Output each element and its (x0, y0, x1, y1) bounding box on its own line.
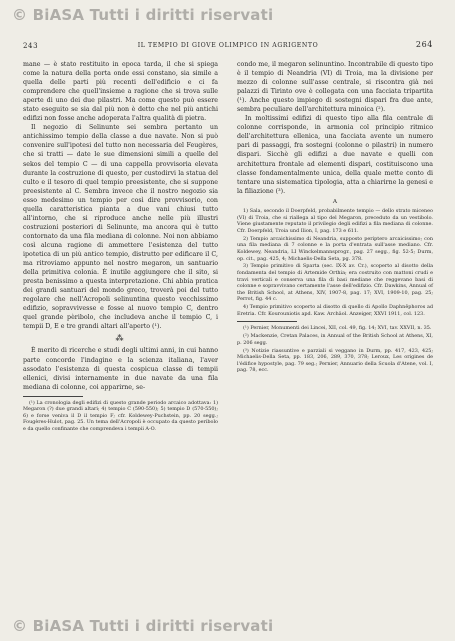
footnote: (²) Mackenzie, Cretan Palaces, in Annual of the British School at Athens, XI, p. 206 segg. (237, 333, 433, 346)
footnote: (¹) La cronologia degli edifizi di questo grande periodo arcaico adottava: 1) Megaron (?) due grandi altari; 4) tempio C (590-550); 5) tempio D (570-550); 6) e forse veniva il D il tempio F; cfr. Koldewey-Puchstein, pp. 20 segg.; Fougères-Hulot, pag. 25. Un tema dell'Acropoli è occupato da questo peribolo e da quello confinante che comprendeva i tempii A-O. (23, 399, 218, 433)
running-head (23, 40, 433, 52)
notes-heading: A (332, 198, 338, 205)
page-number-left: 243 (23, 42, 39, 50)
watermark-text: © BiASA Tutti i diritti riservati (12, 6, 274, 24)
paragraph: È merito di ricerche e studi degli ultimi anni, in cui hanno parte concorde l'indagine e la scienza italiana, l'aver assodato l'esistenza di questa cospicua classe di tempii ellenici, divisi internamente in due navate da una fila mediana di colonne, coi apparirne, se- (23, 347, 218, 391)
right-column (237, 60, 433, 610)
footnote-rule (23, 396, 83, 397)
catalogue-entry: 2) Tempio arcaichissimo di Neandria, supposto periptero arcaicissimo; con una fila mediana di 7 colonne e la porta d'entrata sull'asse mediano. Cfr. Koldewey, Neandria, LI Winckelmannsprogr., pag. 27 segg., fig. 52-5; Durm, op. cit., pag. 425, 4; Michaelis-Della Seta, pg. 378. (237, 235, 433, 262)
footnote: (¹) Pernier, Monumenti dei Lincei, XII, col. 49, fig. 14; XVI, tav. XXVII, n. 35. (243, 325, 432, 332)
footnote: (³) Notizie riassuntive e parziali si veggano in Durm, pp. 417, 423, 425; Michaelis-Della Seta, pp. 183, 206, 289, 370, 378; Leroux, Les origines de l'édifice hypostyle, pag. 79 seg.; Pernier, Annuario della Scuola d'Atene, vol. I, pag. 78, ecc. (237, 347, 433, 374)
catalogue-entry: 1) Sala, secondo il Doerpfeld, probabilmente tempio — dello strato miceneo (VI) di Troia, che si riallega al tipo del Megaron, preceduto da un vestibolo. Viene giustamente reputato il privilegio degli edifizi a fila mediana di colonne. Cfr. Doerpfeld, Troia und Ilion, I, pag. 173 e 611. (237, 208, 433, 235)
watermark-bottom (0, 611, 455, 641)
running-title: IL TEMPIO DI GIOVE OLIMPICO IN AGRIGENTO (137, 42, 319, 49)
left-column (23, 60, 218, 560)
watermark-text: © BiASA Tutti i diritti riservati (12, 617, 274, 635)
watermark-top (0, 0, 455, 30)
paragraph: condo me, il megaron selinuntino. Incontrabile di questo tipo è il tempio di Neandria (VI) di Troia, ma la divisione per mezzo di colonne sull'asse centrale, si riscontra già nei palazzi di Tirinto ove è collegata con una facciata tripartita (¹). Anche questo impiego di sostegni dispari fra due ante, sembra peculiare dell'architettura minoica (²). (237, 61, 433, 114)
paragraph: mane — è stato restituito in epoca tarda, il che si spiega come la natura della porta onde essi constano, sia simile a quella delle parti più recenti dell'edificio e ci fa comprendere che quell'insieme a ragione che si trova sulle aperte di uno dei due pilastri. Ma come questo può essere stato eseguito se sia dal più non è detto che nel più antichi edifizi non fosse anche adoperata l'altra qualità di pietra. (23, 61, 218, 123)
paragraph: Il negozio di Selinunte sei sembra pertanto un antichissimo tempio della classe a due navate. Non si può convenire sull'ipotesi del tutto non necessaria del Feugères, che si tratti — date le sue dimensioni simili a quelle del sekos del tempio C — di una cappella provvisoria elevata durante la costruzione di questo, per custodirvi la statua del culto e il tesoro di quel tempio preesistente, che si suppone preesistente al C. Sembra invece che il nostro negozio sia esso medesimo un tempio per così dire provvisorio, con quella caratteristica pianta a due vani chiusi tutto all'intorno, che si riproduce anche nelle più illustri costruzioni posteriori di Selinunte, ma ancora qui è tutto contornato da una fila mediana di colonne. Noi non abbiamo così alcuna ragione di ammettere l'esistenza del tutto ipotetica di un più antico tempio, distrutto per edificare il C, ma ritroviamo appunto nel nostro megaron, un santuario della primitiva colonia. È inutile aggiungere che il sito, si presta benissimo a questa interpretazione. Chi abbia pratica dei grandi santuari del mondo greco, troverà poi del tutto regolare che nell'Acropoli selinuntina questo vecchissimo edifizio, sopravvivesse e fosse al nuovo tempio C, dentro quel grande pèribolo, che includeva anche il tempio C, i tempii D, E e tre grandi altari all'aperto (¹). (23, 124, 218, 331)
catalogue-entry: 3) Tempio primitivo di Sparta (sec. IX-X av. Cr.), scoperto al disotto della fondamenta del tempio di Artemide Orthia; era costruito con mattoni crudi e travi verticali e conserva una fila di basi mediane che reggevano basi di colonne e sopravvivano certamente l'asse dell'edifizio. Cfr. Dawkins, Annual of the British School, at Athens, XIV, 1907-8, pag. 17; XVI, 1909-10, pag. 25; Perrot, fig. 44 c. (237, 263, 433, 303)
catalogue-notes (237, 199, 433, 374)
paragraph: In moltissimi edifizi di questo tipo alla fila centrale di colonne corrisponde, in armonia col principio ritmico dell'architettura ellenica, una facciata avente un numero pari di passaggi, fra sostegni (colonne o pilastri) in numero dispari. Sicchè gli edifizi a due navate e quelli con architettura frontale ad elementi dispari, costituiscono una classe fondamentalmente unica, della quale mette conto di tentare una sistematica tipologia, atta a chiarirne la genesi e la filiazione (³). (237, 115, 433, 195)
page-number-right: 264 (415, 40, 433, 49)
footnote-rule (237, 321, 297, 322)
section-separator: ⁂ (115, 334, 126, 344)
footnotes (23, 400, 218, 433)
catalogue-entry: 4) Tempio primitivo scoperto al disotto di quello di Apollo Daphnêphoros ad Eretria. Cfr. Kourouniotis apd. Kaw. Archäol. Anzeiger, XXVI 1911, col. 123. (237, 304, 433, 317)
